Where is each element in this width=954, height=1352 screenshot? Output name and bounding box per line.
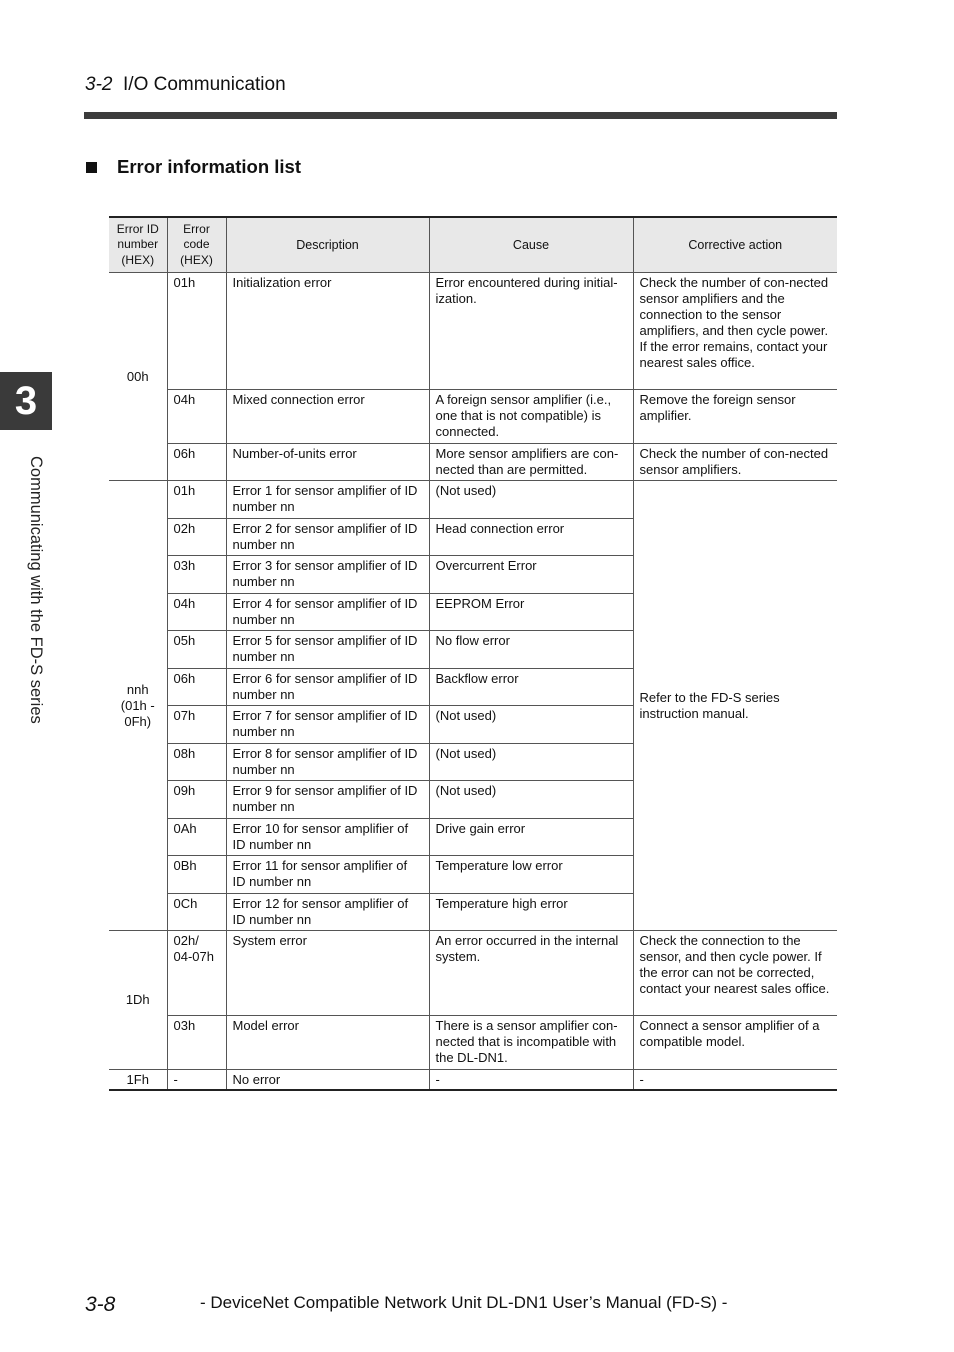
cause-cell: (Not used) — [429, 780, 633, 818]
description-cell: Error 10 for sensor amplifier of ID number nn — [226, 818, 429, 855]
cause-cell: Overcurrent Error — [429, 555, 633, 593]
page-header — [85, 74, 286, 96]
error-id-cell — [109, 480, 167, 930]
error-code-cell: 05h — [167, 630, 226, 668]
table-header-row — [109, 217, 837, 272]
header-corrective-action: Corrective action — [633, 217, 837, 272]
section-title-text: Error information list — [117, 156, 301, 177]
manual-title: - DeviceNet Compatible Network Unit DL-DN1 User’s Manual (FD-S) - — [200, 1293, 728, 1312]
chapter-side-text: Communicating with the FD-S series — [27, 456, 45, 724]
table-row — [109, 443, 837, 480]
chapter-tab: 3 — [0, 372, 52, 430]
error-code-cell: 03h — [167, 1015, 226, 1069]
table-row — [109, 389, 837, 443]
group-1fh — [109, 1069, 837, 1090]
page-number: 3-8 — [85, 1293, 116, 1316]
description-cell: Error 6 for sensor amplifier of ID number nn — [226, 668, 429, 705]
error-code-cell: 02h — [167, 518, 226, 555]
description-cell: Error 5 for sensor amplifier of ID number nn — [226, 630, 429, 668]
cause-cell: Temperature low error — [429, 855, 633, 893]
error-code-cell: 03h — [167, 555, 226, 593]
table-row — [109, 1015, 837, 1069]
error-code-cell: 01h — [167, 480, 226, 518]
error-information-table — [109, 216, 837, 1091]
description-cell: System error — [226, 930, 429, 1015]
cause-cell: No flow error — [429, 630, 633, 668]
section-title — [86, 156, 301, 178]
cause-cell: - — [429, 1069, 633, 1090]
cause-cell: There is a sensor amplifier con-nected that is incompatible with the DL-DN1. — [429, 1015, 633, 1069]
cause-cell: An error occurred in the internal system. — [429, 930, 633, 1015]
cause-cell: More sensor amplifiers are con-nected than are permitted. — [429, 443, 633, 480]
error-id-cell: 00h — [109, 272, 167, 480]
group-00h — [109, 272, 837, 480]
group-nnh — [109, 480, 837, 930]
action-cell: - — [633, 1069, 837, 1090]
cause-cell: Temperature high error — [429, 893, 633, 930]
cause-cell: Error encountered during initial-ization. — [429, 272, 633, 389]
cause-cell: Backflow error — [429, 668, 633, 705]
cause-cell: (Not used) — [429, 705, 633, 743]
table-row — [109, 480, 837, 518]
error-id-line: (01h - — [120, 697, 155, 713]
description-cell: Initialization error — [226, 272, 429, 389]
error-code-cell: 06h — [167, 443, 226, 480]
table-row — [109, 272, 837, 389]
error-code-cell: 0Bh — [167, 855, 226, 893]
error-id-cell: 1Fh — [109, 1069, 167, 1090]
action-cell: Refer to the FD-S series instruction manual. — [633, 480, 837, 930]
action-cell: Check the connection to the sensor, and then cycle power. If the error can not be corrected, contact your nearest sales office. — [633, 930, 837, 1015]
description-cell: Error 2 for sensor amplifier of ID number nn — [226, 518, 429, 555]
header-error-id: Error ID number (HEX) — [109, 217, 167, 272]
action-cell: Connect a sensor amplifier of a compatible model. — [633, 1015, 837, 1069]
error-code-cell — [167, 930, 226, 1015]
error-code-line: 04-07h — [173, 948, 214, 964]
description-cell: Error 1 for sensor amplifier of ID number nn — [226, 480, 429, 518]
cause-cell: Drive gain error — [429, 818, 633, 855]
table-row — [109, 930, 837, 1015]
error-code-cell: - — [167, 1069, 226, 1090]
description-cell: Error 3 for sensor amplifier of ID number nn — [226, 555, 429, 593]
error-code-cell: 04h — [167, 593, 226, 630]
description-cell: Model error — [226, 1015, 429, 1069]
description-cell: Error 9 for sensor amplifier of ID number nn — [226, 780, 429, 818]
square-bullet-icon — [86, 162, 97, 173]
error-code-cell: 08h — [167, 743, 226, 780]
cause-cell: (Not used) — [429, 743, 633, 780]
error-code-cell: 0Ch — [167, 893, 226, 930]
error-code-cell: 09h — [167, 780, 226, 818]
action-cell: Check the number of con-nected sensor amplifiers. — [633, 443, 837, 480]
cause-cell: EEPROM Error — [429, 593, 633, 630]
description-cell: Error 11 for sensor amplifier of ID number nn — [226, 855, 429, 893]
header-error-code: Error code (HEX) — [167, 217, 226, 272]
action-cell: Remove the foreign sensor amplifier. — [633, 389, 837, 443]
description-cell: Number-of-units error — [226, 443, 429, 480]
description-cell: Error 12 for sensor amplifier of ID number nn — [226, 893, 429, 930]
error-code-cell: 04h — [167, 389, 226, 443]
section-number: 3-2 — [85, 74, 113, 95]
description-cell: Error 4 for sensor amplifier of ID number nn — [226, 593, 429, 630]
cause-cell: Head connection error — [429, 518, 633, 555]
description-cell: Error 8 for sensor amplifier of ID number nn — [226, 743, 429, 780]
description-cell: Mixed connection error — [226, 389, 429, 443]
header-cause: Cause — [429, 217, 633, 272]
table-row — [109, 1069, 837, 1090]
action-cell: Check the number of con-nected sensor amplifiers and the connection to the sensor amplifiers, and then cycle power. If the error remains, contact your nearest sales office. — [633, 272, 837, 389]
error-code-cell: 0Ah — [167, 818, 226, 855]
cause-cell: A foreign sensor amplifier (i.e., one that is not compatible) is connected. — [429, 389, 633, 443]
header-rule — [84, 112, 837, 119]
error-code-cell: 07h — [167, 705, 226, 743]
group-1dh — [109, 930, 837, 1069]
error-code-line: 02h/ — [173, 932, 199, 948]
section-heading: I/O Communication — [123, 74, 286, 95]
description-cell: Error 7 for sensor amplifier of ID number nn — [226, 705, 429, 743]
error-id-cell: 1Dh — [109, 930, 167, 1069]
error-code-cell: 01h — [167, 272, 226, 389]
error-code-cell: 06h — [167, 668, 226, 705]
header-description: Description — [226, 217, 429, 272]
error-id-line: nnh — [126, 681, 149, 697]
description-cell: No error — [226, 1069, 429, 1090]
cause-cell: (Not used) — [429, 480, 633, 518]
error-id-line: 0Fh) — [124, 713, 152, 729]
